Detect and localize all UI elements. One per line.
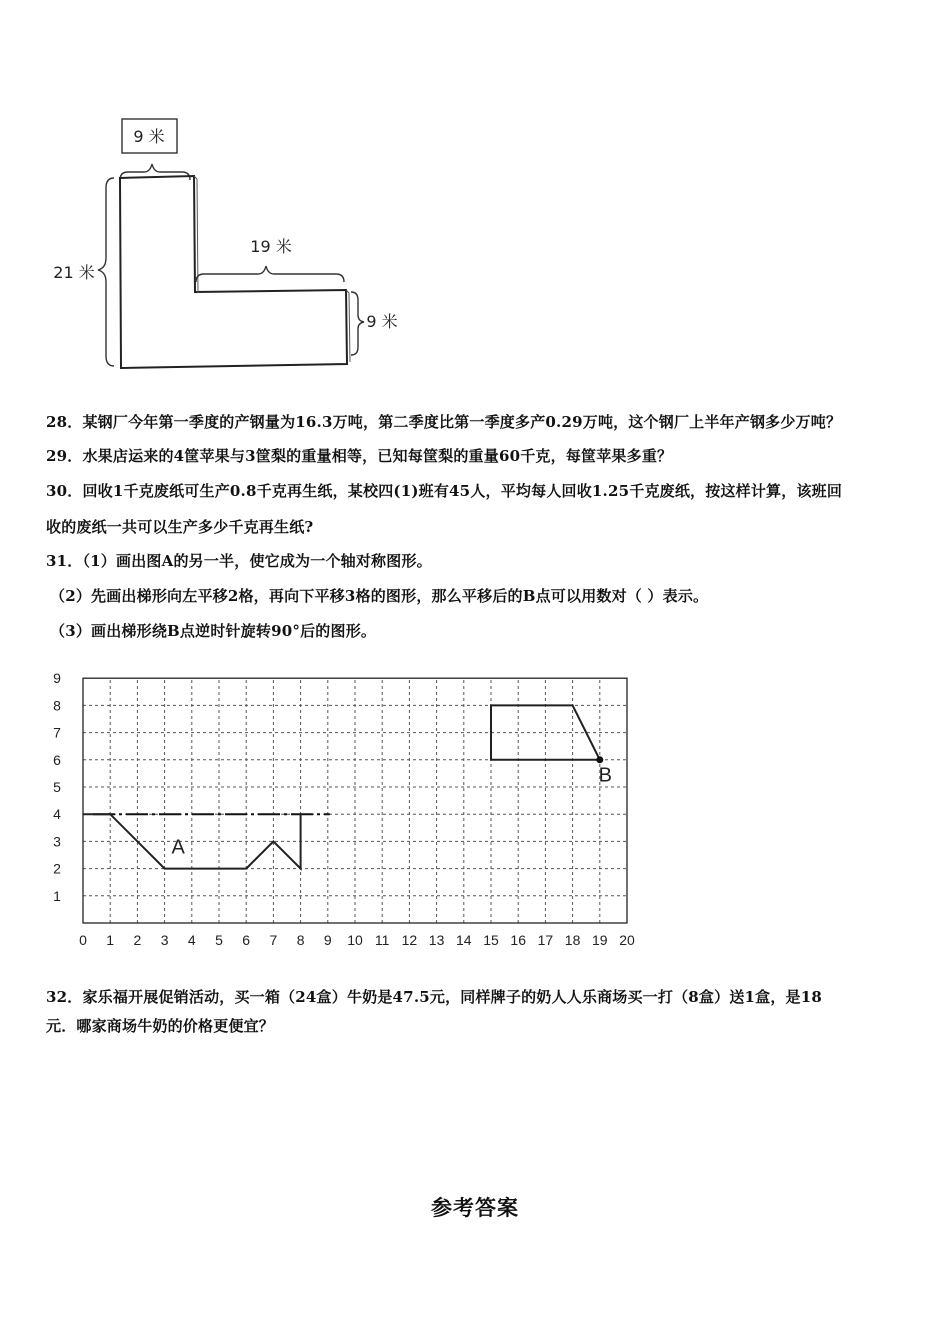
point-b — [596, 756, 603, 763]
x-tick-label: 12 — [401, 932, 418, 948]
question-28: 28．某钢厂今年第一季度的产钢量为16.3万吨，第二季度比第一季度多产0.29万吨，这个钢厂上半年产钢多少万吨？ — [46, 413, 842, 431]
y-tick-label: 8 — [53, 697, 61, 714]
left-brace — [98, 178, 114, 366]
right-brace — [351, 292, 364, 355]
y-tick-label: 1 — [53, 887, 61, 904]
x-tick-label: 3 — [160, 932, 169, 948]
y-tick-label: 9 — [53, 670, 61, 687]
x-tick-label: 7 — [269, 932, 278, 948]
l-shape-shadow — [194, 176, 350, 362]
x-tick-label: 5 — [215, 932, 223, 948]
grid-lines — [83, 678, 627, 923]
x-tick-label: 11 — [374, 932, 390, 948]
x-tick-label: 14 — [456, 932, 472, 948]
figure-a-label: A — [171, 836, 185, 859]
x-tick-label: 1 — [106, 932, 115, 948]
point-b-label: B — [598, 764, 612, 787]
x-tick-label: 2 — [133, 932, 142, 948]
y-tick-label: 3 — [53, 833, 61, 850]
x-tick-label: 13 — [428, 932, 445, 948]
x-tick-label: 8 — [296, 932, 305, 948]
answer-section-title: 参考答案 — [431, 1195, 519, 1220]
question-29: 29．水果店运来的4筐苹果与3筐梨的重量相等，已知每筐梨的重量60千克，每筐苹果多重？ — [46, 447, 673, 465]
x-tick-label: 10 — [347, 932, 363, 948]
y-tick-label: 5 — [53, 779, 61, 795]
y-tick-label: 7 — [53, 724, 61, 741]
l-shape-outline — [120, 176, 347, 368]
question-31-part-1: 31．（1）画出图A的另一半，使它成为一个轴对称图形。 — [46, 552, 432, 570]
question-32-line-1: 32．家乐福开展促销活动，买一箱（24盒）牛奶是47.5元，同样牌子的奶人人乐商场买一打（8盒）送1盒，是18 — [46, 988, 823, 1006]
question-30-line-2: 收的废纸一共可以生产多少千克再生纸? — [46, 518, 314, 536]
y-tick-label: 2 — [53, 860, 61, 877]
x-tick-label: 17 — [537, 932, 554, 948]
x-tick-label: 19 — [592, 932, 608, 948]
middle-brace — [196, 266, 344, 282]
question-32-line-2: 元．哪家商场牛奶的价格更便宜？ — [46, 1017, 275, 1035]
top-width-label: 9 米 — [133, 127, 165, 146]
question-31-part-3: （3）画出梯形绕B点逆时针旋转90°后的图形。 — [50, 622, 377, 640]
x-tick-label: 16 — [510, 932, 526, 948]
x-tick-label: 15 — [483, 932, 499, 948]
x-tick-label: 0 — [79, 932, 87, 948]
right-height-label: 9 米 — [366, 312, 398, 331]
x-tick-label: 9 — [323, 932, 332, 948]
y-tick-label: 4 — [53, 806, 61, 823]
left-height-label: 21 米 — [53, 263, 95, 282]
x-tick-label: 4 — [187, 932, 196, 948]
x-tick-label: 20 — [619, 932, 635, 948]
middle-length-label: 19 米 — [250, 237, 292, 256]
grid-tick-labels — [53, 670, 635, 948]
l-shape-figure — [40, 110, 420, 380]
question-31-part-2: （2）先画出梯形向左平移2格，再向下平移3格的图形，那么平移后的B点可以用数对（ ）表示。 — [50, 587, 709, 605]
x-tick-label: 6 — [242, 932, 251, 948]
question-30-line-1: 30．回收1千克废纸可生产0.8千克再生纸，某校四(1)班有45人，平均每人回收1.25千克废纸，按这样计算，该班回 — [46, 482, 843, 500]
coordinate-grid — [40, 655, 650, 955]
x-tick-label: 18 — [564, 932, 581, 948]
y-tick-label: 6 — [53, 751, 61, 768]
